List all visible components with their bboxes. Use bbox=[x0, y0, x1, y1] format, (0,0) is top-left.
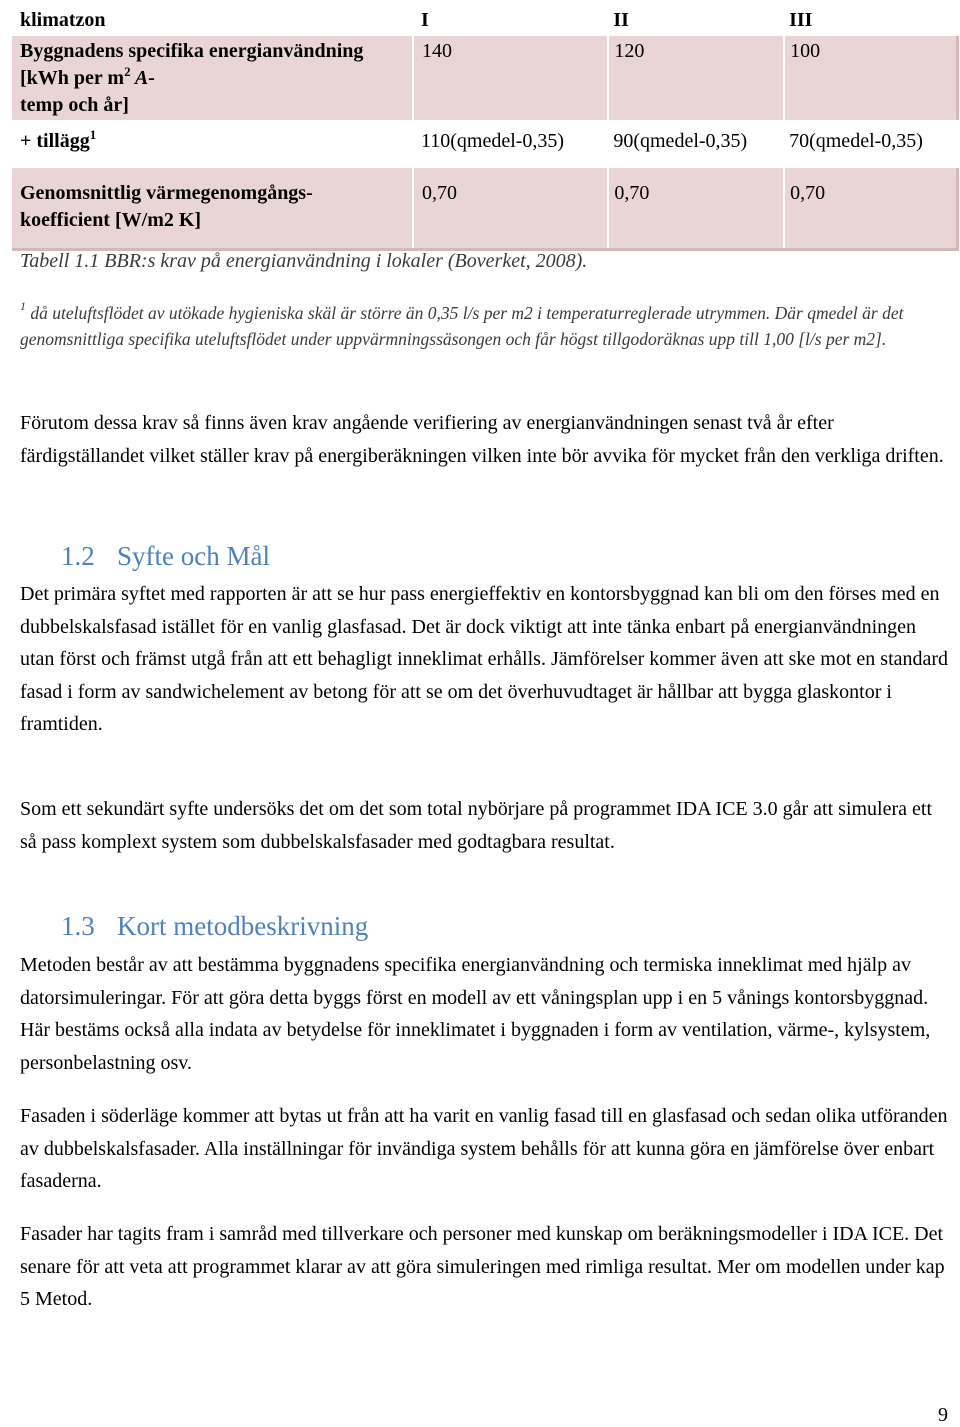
table-row-label bbox=[12, 36, 413, 120]
energy-requirements-table bbox=[12, 4, 959, 251]
body-paragraph: Förutom dessa krav så finns även krav angående verifiering av energianvändningen senast två år efter färdigställandet vilket ställer krav på energiberäkningen vilken inte bör avvika för mycket från den verkliga driften. bbox=[20, 412, 944, 467]
table-cell: 110(qmedel-0,35) bbox=[420, 130, 565, 152]
table-row bbox=[12, 168, 958, 250]
label-text: A- bbox=[130, 67, 155, 89]
table-row bbox=[12, 120, 958, 168]
label-text: temp och år] bbox=[20, 94, 129, 116]
table-row-label: Genomsnittlig värmegenomgångs-koefficient [W/m2 K] bbox=[12, 168, 413, 250]
table-row bbox=[12, 36, 958, 120]
table-header-cell: II bbox=[613, 9, 629, 31]
label-superscript: 1 bbox=[89, 127, 97, 142]
footnote-text: då uteluftsflödet av utökade hygieniska skäl är större än 0,35 l/s per m2 i temperaturreglerade utrymmen. Där qmedel är det genomsnittliga specifika uteluftsflödet under uppvärmningssäsongen och får högst tillgodoräknas upp till 1,00 [l/s per m2]. bbox=[20, 303, 904, 349]
body-paragraph: Metoden består av att bestämma byggnadens specifika energianvändning och termiska inneklimat med hjälp av datorsimuleringar. För att göra detta byggs först en modell av ett våningsplan upp i en 5 vånings kontorsbyggnad. Här bestäms också alla indata av betydelse för inneklimatet i byggnaden i form av ventilation, värme-, kylsystem, personbelastning osv. bbox=[20, 954, 931, 1074]
section-number: 1.3 bbox=[61, 911, 95, 941]
table-cell: 0,70 bbox=[784, 168, 957, 250]
section-heading bbox=[61, 911, 368, 942]
table-footnote bbox=[20, 300, 950, 352]
table-cell: 120 bbox=[608, 36, 784, 120]
label-text: + tillägg bbox=[20, 130, 90, 152]
table-cell: 70(qmedel-0,35) bbox=[789, 130, 923, 152]
label-superscript: 2 bbox=[124, 64, 131, 79]
table-row-label bbox=[12, 120, 413, 168]
section-title: Kort metodbeskrivning bbox=[117, 911, 369, 941]
body-paragraph: Fasaden i söderläge kommer att bytas ut från att ha varit en vanlig fasad till en glasfasad och sedan olika utföranden av dubbelskalsfasader. Alla inställningar för invändiga system behålls för att kunna göra en jämförelse över enbart fasaderna. bbox=[20, 1105, 948, 1192]
table-header-cell: klimatzon bbox=[20, 9, 106, 31]
footnote-marker: 1 bbox=[20, 299, 26, 313]
table-cell: 100 bbox=[784, 36, 957, 120]
body-paragraph: Fasader har tagits fram i samråd med tillverkare och personer med kunskap om beräkningsmodeller i IDA ICE. Det senare för att veta att programmet klarar av att göra simuleringen med rimliga resultat. Mer om modellen under kap 5 Metod. bbox=[20, 1223, 945, 1310]
table-caption: Tabell 1.1 BBR:s krav på energianvändning i lokaler (Boverket, 2008). bbox=[20, 250, 588, 272]
section-number: 1.2 bbox=[61, 541, 95, 571]
table-cell: 140 bbox=[413, 36, 608, 120]
section-heading bbox=[61, 541, 270, 572]
table-cell: 0,70 bbox=[608, 168, 784, 250]
page-number: 9 bbox=[938, 1404, 948, 1426]
body-paragraph: Det primära syftet med rapporten är att se hur pass energieffektiv en kontorsbyggnad kan bli om den förses med en dubbelskalsfasad istället för en vanlig glasfasad. Det är dock viktigt att inte tänka enbart på energianvändningen utan först och främst utgå från att ett behagligt inneklimat erhålls. Jämförelser kommer även att ske mot en standard fasad i form av sandwichelement av betong för att se om det överhuvudtaget är hållbar att bygga glaskontor i framtiden. bbox=[20, 583, 949, 735]
table-header-cell: I bbox=[420, 9, 429, 31]
table-header-cell: III bbox=[789, 9, 813, 31]
table-cell: 0,70 bbox=[413, 168, 608, 250]
label-text: Byggnadens specifika energianvändning [kWh per m bbox=[20, 40, 364, 89]
table-header-row bbox=[12, 4, 958, 36]
section-title: Syfte och Mål bbox=[117, 541, 270, 571]
body-paragraph: Som ett sekundärt syfte undersöks det om det som total nybörjare på programmet IDA ICE 3.0 går att simulera ett så pass komplext system som dubbelskalsfasader med godtagbara resultat. bbox=[20, 798, 933, 853]
table-cell: 90(qmedel-0,35) bbox=[613, 130, 748, 152]
